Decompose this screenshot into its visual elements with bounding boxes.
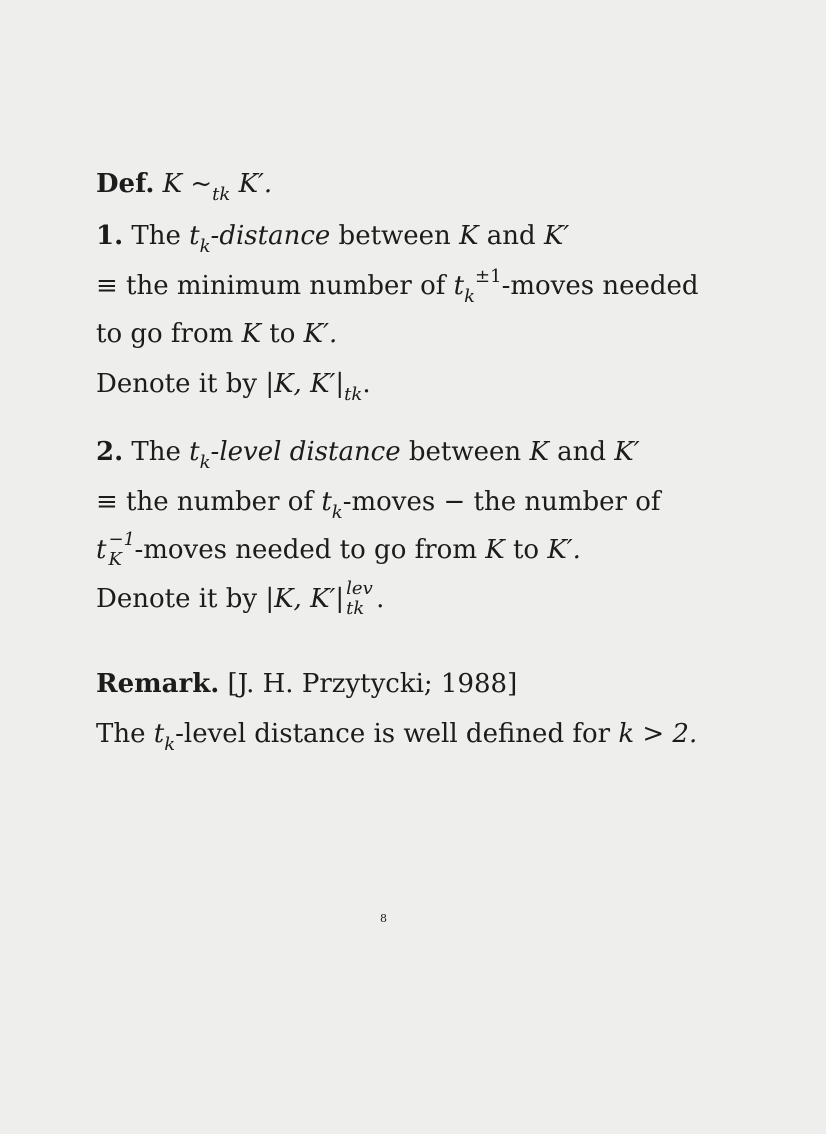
item2-line3-to: to bbox=[512, 535, 540, 565]
item2-line2-sub: k bbox=[331, 502, 343, 523]
item1-denote-a: Denote it by bbox=[96, 369, 258, 399]
item1-line3-to: to bbox=[269, 319, 296, 349]
item2-denote bbox=[96, 578, 385, 619]
item2-line2: ≡ the number of $t_k$-moves − the number of bbox=[96, 487, 661, 523]
item2-denote-a: Denote it by bbox=[96, 584, 258, 614]
item1-k1: K bbox=[459, 221, 479, 251]
item1-k2: K′ bbox=[543, 221, 570, 251]
item1-line1: 1. The $t_k$-distance between K and K′ bbox=[96, 221, 570, 257]
item2-denote-sup: lev bbox=[346, 578, 373, 599]
item2-and: and bbox=[557, 437, 607, 467]
item1-denote bbox=[96, 368, 371, 403]
item1-line3-k2: K′. bbox=[303, 319, 338, 349]
item2-line3: t −1 K -moves needed to go from K to K′. bbox=[96, 534, 581, 566]
item1-text-a: The bbox=[131, 221, 181, 251]
def-lhs: K bbox=[162, 169, 183, 199]
def-relation: ~ bbox=[190, 169, 213, 199]
item1-line3-a: to go from bbox=[96, 319, 234, 349]
remark-heading bbox=[96, 668, 517, 700]
item2-line1: 2. The $t_k$-level distance between K and K′ bbox=[96, 437, 640, 473]
item1-term: -distance bbox=[210, 221, 331, 251]
remark-t-sub: k bbox=[164, 734, 176, 755]
item2-line3-a: -moves needed to go from bbox=[134, 535, 477, 565]
def-relation-sub: tk bbox=[212, 184, 231, 205]
item1-line3-k1: K bbox=[241, 319, 261, 349]
remark-citation: [J. H. Przytycki; 1988] bbox=[227, 669, 518, 699]
page-number: 8 bbox=[380, 912, 387, 925]
item2-term: -level distance bbox=[210, 437, 401, 467]
definition-heading bbox=[96, 168, 272, 203]
item2-number: 2. bbox=[96, 437, 124, 467]
remark-text-a: The bbox=[96, 719, 146, 749]
remark-label: Remark. bbox=[96, 669, 220, 699]
item2-line3-sub: K bbox=[108, 549, 122, 570]
item2-text-b: between bbox=[408, 437, 522, 467]
def-label: Def. bbox=[96, 169, 155, 199]
item2-line3-sup: −1 bbox=[108, 529, 135, 550]
item1-line2-a: ≡ the minimum number of bbox=[96, 271, 446, 301]
item1-and: and bbox=[486, 221, 536, 251]
item2-line2-a: ≡ the number of bbox=[96, 487, 314, 517]
item1-text-b: between bbox=[338, 221, 451, 251]
item1-t-sub: k bbox=[199, 236, 211, 257]
remark-body: The $t_k$-level distance is well defined for k > 2. bbox=[96, 719, 698, 755]
item2-line2-b: -moves − the number of bbox=[342, 487, 661, 517]
item1-denote-end: . bbox=[362, 369, 371, 399]
item2-denote-math: |K, K′| bbox=[265, 584, 345, 614]
item1-denote-sub: tk bbox=[344, 384, 363, 405]
item1-line3 bbox=[96, 318, 337, 350]
item1-denote-math: |K, K′| bbox=[265, 369, 345, 399]
item1-line2-sub: k bbox=[464, 286, 476, 307]
def-rhs: K′. bbox=[238, 169, 273, 199]
item2-text-a: The bbox=[131, 437, 181, 467]
item2-k1: K bbox=[529, 437, 549, 467]
item1-number: 1. bbox=[96, 221, 124, 251]
item1-line2-sup: ±1 bbox=[475, 266, 502, 287]
item1-line2: ≡ the minimum number of $t_k^{\pm 1}$-moves needed bbox=[96, 266, 699, 307]
remark-condition: k > 2. bbox=[618, 719, 698, 749]
item2-denote-end: . bbox=[376, 584, 385, 614]
item1-line2-b: -moves needed bbox=[501, 271, 699, 301]
item2-line3-k1: K bbox=[485, 535, 505, 565]
item2-line3-k2: K′. bbox=[547, 535, 581, 565]
remark-text-b: -level distance is well defined for bbox=[175, 719, 611, 749]
item2-denote-sub: tk bbox=[346, 598, 365, 619]
item2-t-sub: k bbox=[199, 452, 211, 473]
item2-k2: K′ bbox=[614, 437, 640, 467]
